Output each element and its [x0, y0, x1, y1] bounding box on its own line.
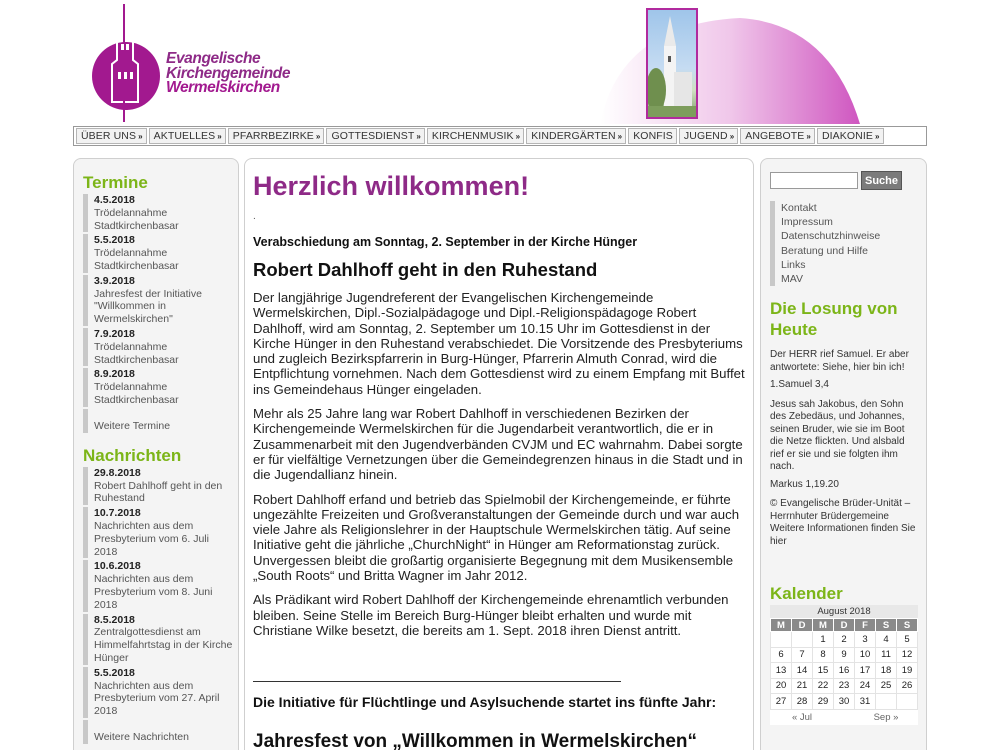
- article-heading: Robert Dahlhoff geht in den Ruhestand: [253, 259, 598, 280]
- page-title: Herzlich willkommen!: [253, 171, 530, 201]
- nav-item-gottesdienst[interactable]: [326, 128, 424, 144]
- calendar-day: 19: [897, 663, 918, 679]
- weitere-termine-link[interactable]: Weitere Termine: [83, 409, 233, 433]
- link-mav[interactable]: MAV: [770, 272, 880, 286]
- losung-text: Der HERR rief Samuel. Er aber antwortete: Siehe, hier bin ich!: [770, 349, 909, 373]
- article-paragraph: Mehr als 25 Jahre lang war Robert Dahlhoff in verschiedenen Bezirken der Kirchengemeinde Wermelskirchen für die Jugendarbeit verantwortlich, die er in Zusammenarbeit mit den Jugendverbänden CVJM und EC wahrnahm. Dabei sorgte er für vielfältige Vernetzungen über die Gemeindegrenzen hinaus in die Stadt und in die Jugendallianz hinein.: [253, 406, 743, 483]
- church-photo: [646, 8, 698, 119]
- nachrichten-item[interactable]: [83, 560, 233, 611]
- service-links: [770, 201, 880, 286]
- site-title[interactable]: [166, 52, 290, 96]
- termine-item[interactable]: [83, 368, 233, 406]
- termine-text: Trödelannahme Stadtkirchenbasar: [94, 340, 179, 366]
- nachrichten-text: Nachrichten aus dem Presbyterium vom 8. Juni 2018: [94, 573, 213, 611]
- nav-item-angebote[interactable]: [740, 128, 815, 144]
- nachrichten-text: Nachrichten aus dem Presbyterium vom 6. Juli 2018: [94, 519, 209, 558]
- nachrichten-date: 29.8.2018: [94, 466, 141, 479]
- nachrichten-item[interactable]: [83, 667, 233, 718]
- search-button[interactable]: Suche: [861, 171, 902, 190]
- termine-item[interactable]: [83, 234, 233, 272]
- termine-date: 7.9.2018: [94, 327, 135, 340]
- calendar-day: 15: [813, 663, 834, 679]
- termine-date: 8.9.2018: [94, 368, 135, 381]
- lehrtext-text: Jesus sah Jakobus, den Sohn des Zebedäus, und Johannes, seinen Bruder, wie sie im Boot die Netze flickten. Und alsbald rief er sie und sie folgten ihm nach.: [770, 398, 905, 472]
- calendar-day: 18: [876, 663, 897, 679]
- link-kontakt[interactable]: Kontakt: [770, 201, 880, 215]
- calendar-day: 2: [834, 632, 855, 648]
- nav-item-label: KIRCHENMUSIK: [431, 130, 514, 142]
- calendar-day: 23: [834, 678, 855, 694]
- termine-text: Trödelannahme Stadtkirchenbasar: [94, 206, 179, 232]
- calendar-day: 22: [813, 678, 834, 694]
- nav-item-label: KONFIS: [633, 130, 673, 142]
- logo-line-1: Evangelische: [166, 50, 261, 67]
- termine-date: 4.5.2018: [94, 194, 135, 206]
- nav-item-kindergaerten[interactable]: [526, 128, 626, 144]
- weekday: M: [771, 619, 792, 632]
- weitere-nachrichten-link[interactable]: Weitere Nachrichten: [83, 720, 233, 744]
- separator-dot: .: [253, 211, 256, 222]
- logo-line-2: Kirchengemeinde: [166, 64, 291, 82]
- calendar-day: 7: [792, 647, 813, 663]
- nachrichten-date: 5.5.2018: [94, 666, 135, 679]
- left-sidebar: [73, 158, 239, 750]
- nachrichten-text: Robert Dahlhoff geht in den Ruhestand: [94, 479, 223, 505]
- nav-item-label: AKTUELLES: [153, 130, 216, 142]
- calendar-day: 29: [813, 694, 834, 710]
- link-impressum[interactable]: Impressum: [770, 215, 880, 229]
- double-chevron-down-icon: »: [806, 131, 811, 141]
- weekday: S: [876, 619, 897, 632]
- site-header: [0, 0, 1000, 126]
- losung-reference: 1.Samuel 3,4: [770, 379, 829, 390]
- article2-subtitle: Die Initiative für Flüchtlinge und Asylsuchende startet ins fünfte Jahr:: [253, 694, 717, 711]
- calendar-day: 5: [897, 632, 918, 648]
- link-beratung-und-hilfe[interactable]: Beratung und Hilfe: [770, 244, 880, 258]
- nav-item-ueber-uns[interactable]: [76, 128, 147, 144]
- weekday: D: [834, 619, 855, 632]
- calendar-day: 3: [855, 632, 876, 648]
- double-chevron-down-icon: »: [874, 131, 880, 141]
- nav-item-aktuelles[interactable]: [149, 128, 226, 144]
- calendar-day: 11: [876, 647, 897, 663]
- nachrichten-item[interactable]: [83, 614, 233, 665]
- termine-item[interactable]: [83, 328, 233, 366]
- calendar-next-month[interactable]: Sep »: [873, 711, 899, 723]
- calendar-spacer: [834, 709, 855, 725]
- nachrichten-item[interactable]: [83, 507, 233, 558]
- calendar-day: 12: [897, 647, 918, 663]
- calendar-day: 25: [876, 678, 897, 694]
- calendar-day: [792, 632, 813, 648]
- double-chevron-down-icon: »: [217, 131, 222, 141]
- losung-title: Die Losung von Heute: [770, 299, 898, 339]
- calendar-day: 9: [834, 647, 855, 663]
- calendar-day: 27: [771, 694, 792, 710]
- termine-item[interactable]: [83, 194, 233, 232]
- nachrichten-text: Zentralgottesdienst am Himmelfahrtstag in der Kirche Hünger: [94, 626, 233, 664]
- nav-item-label: ÜBER UNS: [81, 130, 137, 142]
- calendar-day: 26: [897, 678, 918, 694]
- nav-item-label: ANGEBOTE: [745, 130, 805, 142]
- lehrtext-reference: Markus 1,19.20: [770, 478, 839, 490]
- article2-heading: Jahresfest von „Willkommen in Wermelskirchen“: [253, 731, 698, 750]
- calendar-day: 28: [792, 694, 813, 710]
- calendar-day: 6: [771, 647, 792, 663]
- logo-line-3: Wermelskirchen: [166, 79, 280, 96]
- losung-copyright: © Evangelische Brüder-Unität – Herrnhuter Brüdergemeine: [770, 498, 911, 522]
- double-chevron-down-icon: »: [617, 131, 623, 141]
- horizontal-divider: [253, 681, 621, 682]
- calendar-month: August 2018: [770, 605, 918, 618]
- nachrichten-text: Nachrichten aus dem Presbyterium vom 27. April 2018: [94, 679, 220, 718]
- right-sidebar: [760, 158, 927, 750]
- calendar: [770, 605, 918, 725]
- weekday: M: [813, 619, 834, 632]
- article-paragraph: Robert Dahlhoff erfand und betrieb das Spielmobil der Kirchengemeinde, er führte ungezählte Freizeiten und Großveranstaltungen der Gemeinde durch und war auch viele Jahre als Religionslehrer in der Hauptschule Wermelskirchen tätig. Auf seine Initiative geht die jährliche „ChurchNight“ in Hünger am Reformationstag zurück. Unvergessen bleibt die großartig organisierte Begegnung mit dem Musikensemble „South Roots“ und Britta Wagner im Jahr 2012.: [253, 491, 740, 584]
- nav-item-konfis[interactable]: [628, 128, 677, 144]
- link-links[interactable]: Links: [770, 258, 880, 272]
- losung-box: [770, 349, 918, 553]
- nav-item-label: KINDERGÄRTEN: [531, 130, 616, 142]
- nav-item-label: DIAKONIE: [821, 130, 873, 142]
- kalender-title: Kalender: [770, 584, 843, 603]
- calendar-day: 1: [813, 632, 834, 648]
- calendar-day: [771, 632, 792, 648]
- calendar-day: [897, 694, 918, 710]
- nachrichten-date: 8.5.2018: [94, 613, 135, 626]
- main-navigation: [73, 126, 927, 146]
- nav-item-label: PFARRBEZIRKE: [232, 130, 314, 142]
- nav-item-pfarrbezirke[interactable]: [228, 128, 325, 144]
- termine-text: Trödelannahme Stadtkirchenbasar: [94, 381, 179, 406]
- double-chevron-down-icon: »: [729, 131, 735, 141]
- calendar-day: 14: [792, 663, 813, 679]
- main-content: [244, 158, 754, 750]
- calendar-day: 4: [876, 632, 897, 648]
- double-chevron-down-icon: »: [315, 131, 321, 141]
- weekday: D: [792, 619, 813, 632]
- double-chevron-down-icon: »: [515, 131, 521, 141]
- calendar-day: 8: [813, 647, 834, 663]
- nav-item-diakonie[interactable]: [817, 128, 884, 144]
- nachrichten-date: 10.7.2018: [94, 507, 141, 520]
- nachrichten-date: 10.6.2018: [94, 560, 141, 573]
- termine-text: Trödelannahme Stadtkirchenbasar: [94, 247, 179, 272]
- nav-item-label: JUGEND: [683, 130, 728, 142]
- calendar-day: 13: [771, 663, 792, 679]
- calendar-day: 10: [855, 647, 876, 663]
- weekday: F: [855, 619, 876, 632]
- nav-item-jugend[interactable]: [679, 128, 738, 144]
- calendar-day: 16: [834, 663, 855, 679]
- nachrichten-title: Nachrichten: [83, 445, 182, 465]
- termine-text: Jahresfest der Initiative "Willkommen in Wermelskirchen": [94, 287, 202, 326]
- link-datenschutzhinweise[interactable]: Datenschutzhinweise: [770, 229, 880, 243]
- article-paragraph: Der langjährige Jugendreferent der Evangelischen Kirchengemeinde Wermelskirchen, Dipl.-Sozialpädagoge und Dipl.-Religionspädagoge Robert Dahlhoff, wird am Sonntag, 2. September um 10.15 Uhr im Gottesdienst in der Kirche Hünger in den Ruhestand verabschiedet. Die Vorsitzende des Presbyteriums und zugleich Bezirkspfarrerin in Burg-Hünger, Pfarrerin Almuth Conrad, wird die Entpflichtung vornehmen. Nach dem Gottesdienst wird zu einem Empfang mit Buffet ins Gemeindehaus Hünger eingeladen.: [253, 290, 745, 397]
- termine-title: Termine: [83, 173, 148, 192]
- nachrichten-item[interactable]: [83, 467, 233, 505]
- losung-more-link[interactable]: Weitere Informationen finden Sie hier: [770, 523, 916, 547]
- nav-item-kirchenmusik[interactable]: [427, 128, 524, 144]
- search-input[interactable]: [770, 172, 858, 189]
- double-chevron-down-icon: »: [416, 131, 421, 141]
- calendar-day: 17: [855, 663, 876, 679]
- nav-item-label: GOTTESDIENST: [331, 130, 415, 142]
- termine-date: 3.9.2018: [94, 274, 135, 287]
- decorative-arc: [600, 14, 860, 124]
- termine-item[interactable]: [83, 275, 233, 326]
- termine-date: 5.5.2018: [94, 234, 135, 247]
- article-subtitle: Verabschiedung am Sonntag, 2. September in der Kirche Hünger: [253, 235, 638, 249]
- church-logo-icon[interactable]: [88, 2, 168, 122]
- double-chevron-down-icon: »: [138, 131, 143, 141]
- calendar-day: [876, 694, 897, 710]
- calendar-day: 21: [792, 678, 813, 694]
- article: [253, 235, 747, 750]
- article-paragraph: Als Prädikant wird Robert Dahlhoff der Kirchengemeinde ehrenamtlich verbunden bleiben. Seine Stelle im Bereich Burg-Hünger bleibt erhalten und wurde mit Christiane Wilke besetzt, die bereits am 1. Sept. 2018 ihren Dienst antritt.: [253, 592, 729, 638]
- calendar-day: 31: [855, 694, 876, 710]
- calendar-day: 20: [771, 678, 792, 694]
- calendar-day: 24: [855, 678, 876, 694]
- search-form: [770, 171, 902, 190]
- weekday: S: [897, 619, 918, 632]
- calendar-day: 30: [834, 694, 855, 710]
- calendar-prev-month[interactable]: « Jul: [791, 711, 813, 723]
